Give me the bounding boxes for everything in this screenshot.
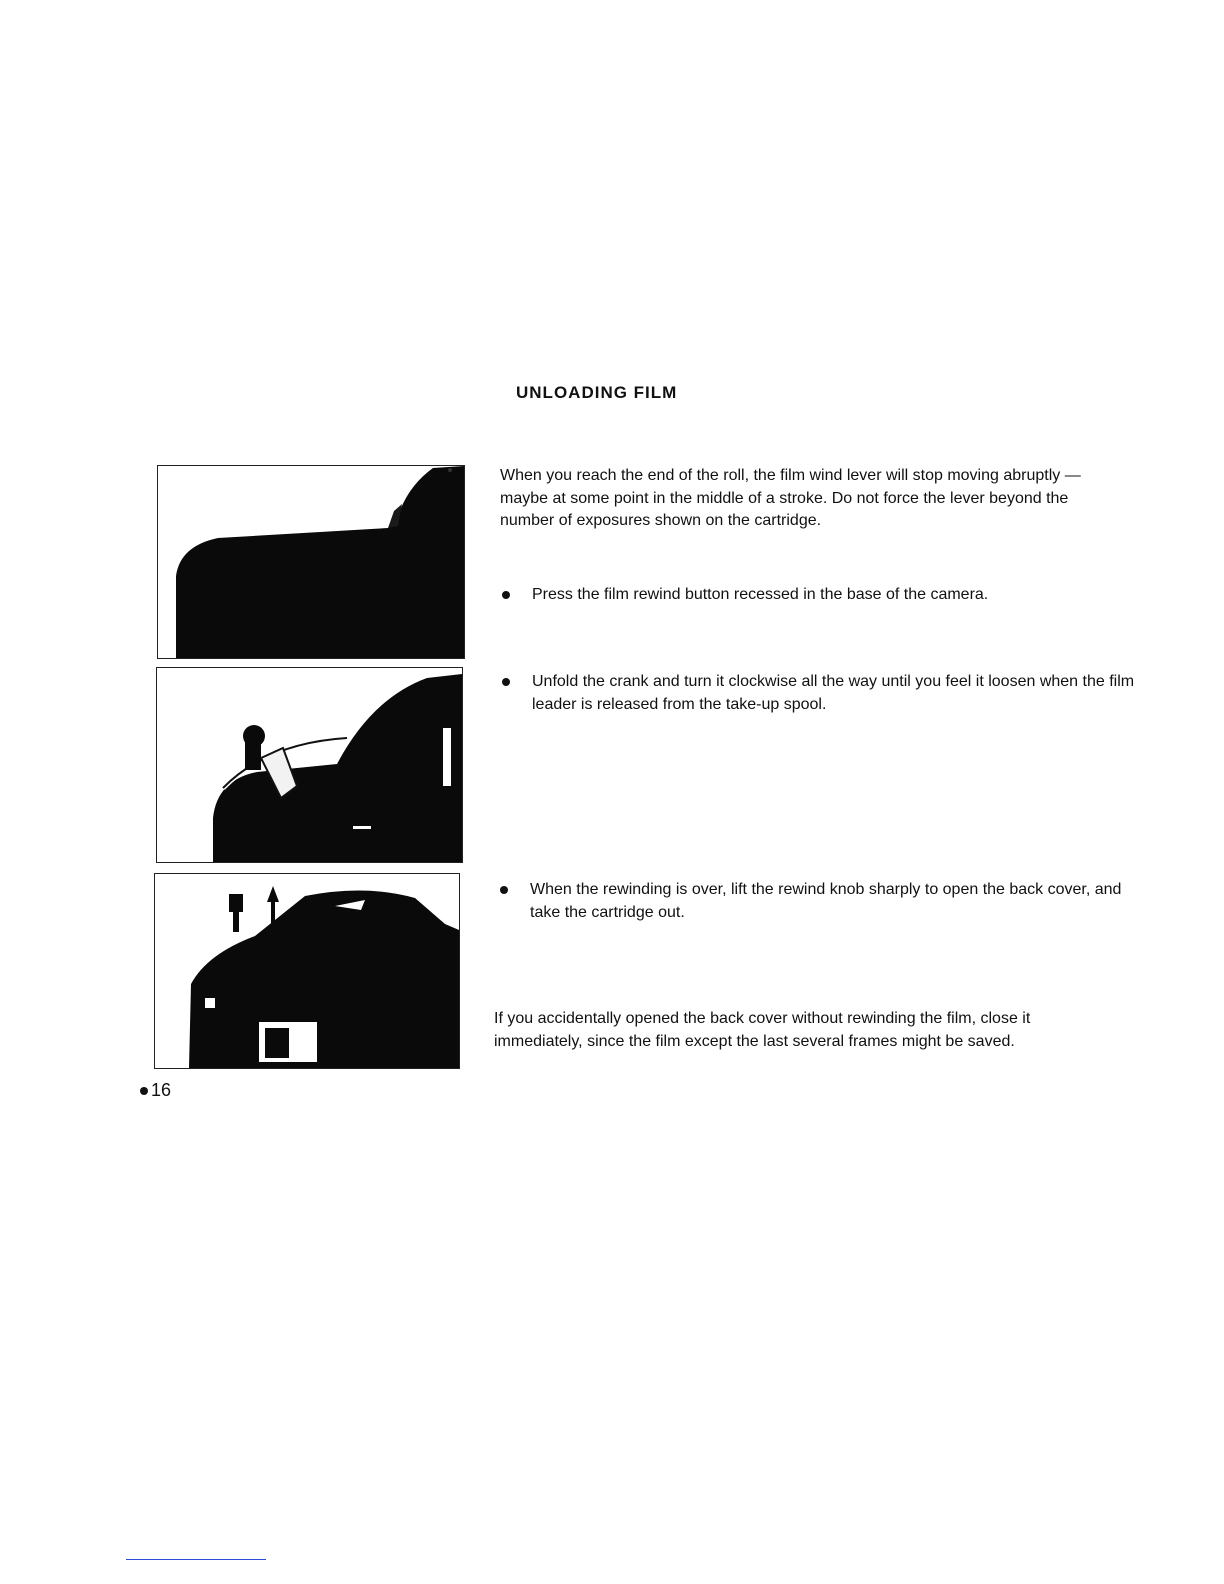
closing-note: If you accidentally opened the back cover without rewinding the film, close it immediately, since the film except the last several frames might be saved. xyxy=(494,1010,1031,1050)
open-back-cover-illustration xyxy=(155,874,459,1068)
intro-paragraph: When you reach the end of the roll, the film wind lever will stop moving abruptly — maybe at some point in the middle of a stroke. Do not force the lever beyond the number of exposures shown on the cartridge. xyxy=(500,467,1081,529)
step-text: When the rewinding is over, lift the rewind knob sharply to open the back cover, and take the cartridge out. xyxy=(530,881,1122,921)
photo-open-back-cover xyxy=(154,873,460,1069)
page-number xyxy=(140,1080,171,1101)
page-number-value: 16 xyxy=(151,1080,172,1100)
step-rewind-crank xyxy=(502,670,1152,716)
bullet-dot xyxy=(502,678,510,686)
step-text: Unfold the crank and turn it clockwise all the way until you feel it loosen when the film leader is released from the take-up spool. xyxy=(532,673,1135,713)
photo-camera-base xyxy=(157,465,465,659)
camera-base-illustration xyxy=(158,466,464,658)
step-rewind-button xyxy=(502,583,1142,606)
step-text: Press the film rewind button recessed in the base of the camera. xyxy=(532,586,989,603)
page-number-dot xyxy=(140,1087,148,1095)
page-title: UNLOADING FILM xyxy=(516,383,678,402)
step-remove-cartridge xyxy=(500,878,1150,924)
bullet-dot xyxy=(502,591,510,599)
footer-rule xyxy=(126,1559,266,1560)
photo-rewind-crank xyxy=(156,667,463,863)
rewind-crank-illustration xyxy=(157,668,462,862)
bullet-dot xyxy=(500,886,508,894)
